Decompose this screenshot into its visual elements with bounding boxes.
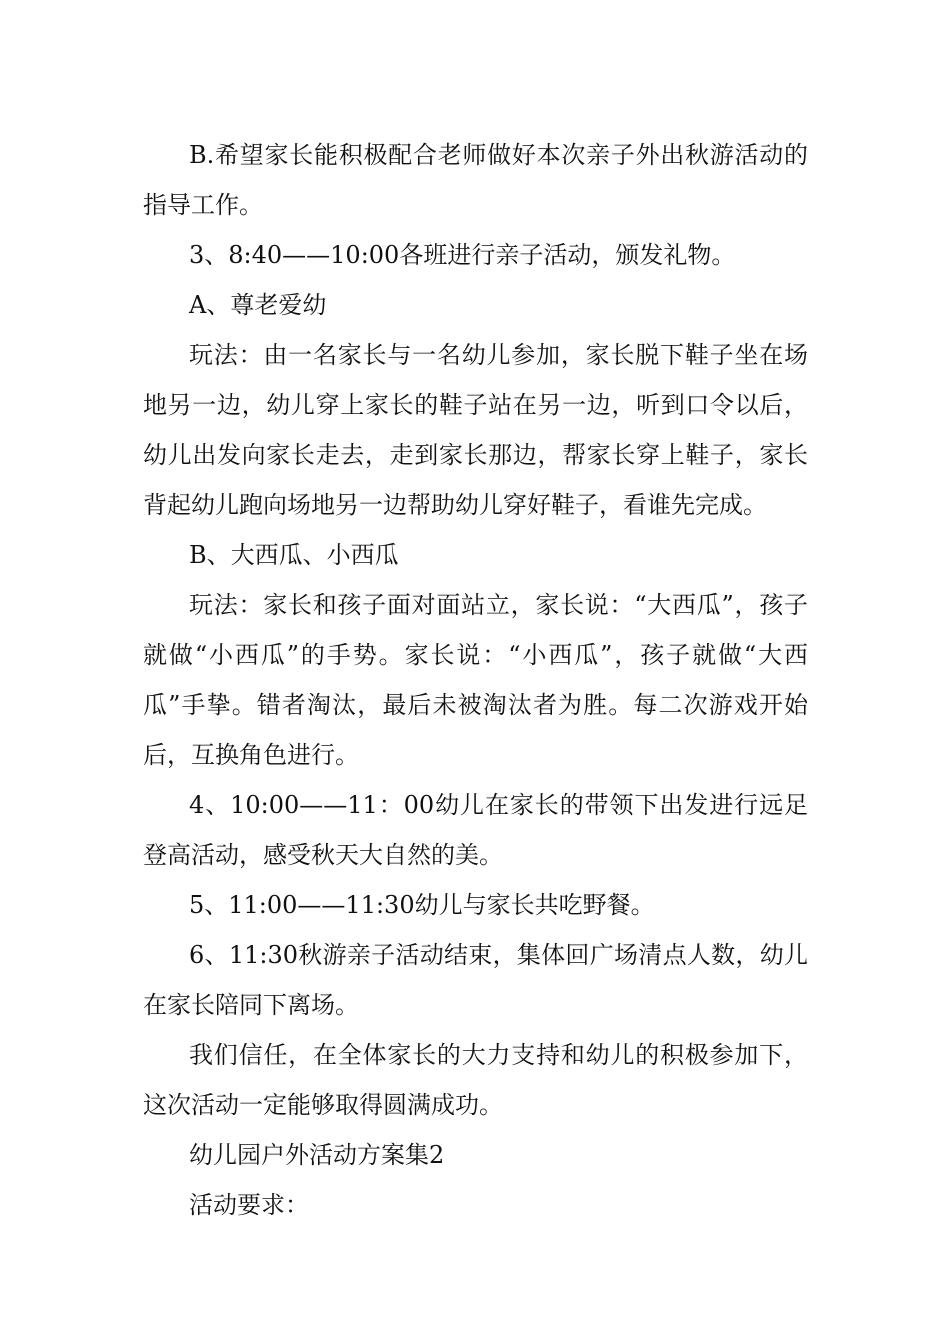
paragraph-game-b-title: B、大西瓜、小西瓜 [189, 541, 399, 569]
paragraph-game-a-rules: 玩法：由一名家长与一名幼儿参加，家长脱下鞋子坐在场地另一边，幼儿穿上家长的鞋子站在另一边，听到口令以后，幼儿出发向家长走去，走到家长那边，帮家长穿上鞋子，家长背起幼儿跑向场地另一边帮助幼儿穿好鞋子，看谁先完成。 [143, 341, 808, 519]
paragraph-closing: 我们信任，在全体家长的大力支持和幼儿的积极参加下，这次活动一定能够取得圆满成功。 [143, 1041, 808, 1119]
section-heading: 幼儿园户外活动方案集2 [189, 1141, 445, 1169]
paragraph-game-b-rules: 玩法：家长和孩子面对面站立，家长说：“大西瓜”，孩子就做“小西瓜”的手势。家长说：“小西瓜”，孩子就做“大西瓜”手挚。错者淘汰，最后未被淘汰者为胜。每二次游戏开始后，互换角色进行。 [143, 591, 808, 769]
paragraph-step-6: 6、11:30秋游亲子活动结束，集体回广场清点人数，幼儿在家长陪同下离场。 [143, 941, 808, 1019]
paragraph-requirements-label: 活动要求： [189, 1191, 309, 1219]
paragraph-step-5: 5、11:00——11:30幼儿与家长共吃野餐。 [189, 891, 655, 919]
paragraph-step-3: 3、8:40——10:00各班进行亲子活动，颁发礼物。 [189, 241, 736, 269]
paragraph-game-a-title: A、尊老爱幼 [189, 291, 327, 319]
paragraph-step-4: 4、10:00——11：00幼儿在家长的带领下出发进行远足登高活动，感受秋天大自然的美。 [143, 791, 808, 869]
document-body [143, 130, 808, 1230]
paragraph-guidance: B.希望家长能积极配合老师做好本次亲子外出秋游活动的指导工作。 [143, 141, 808, 219]
